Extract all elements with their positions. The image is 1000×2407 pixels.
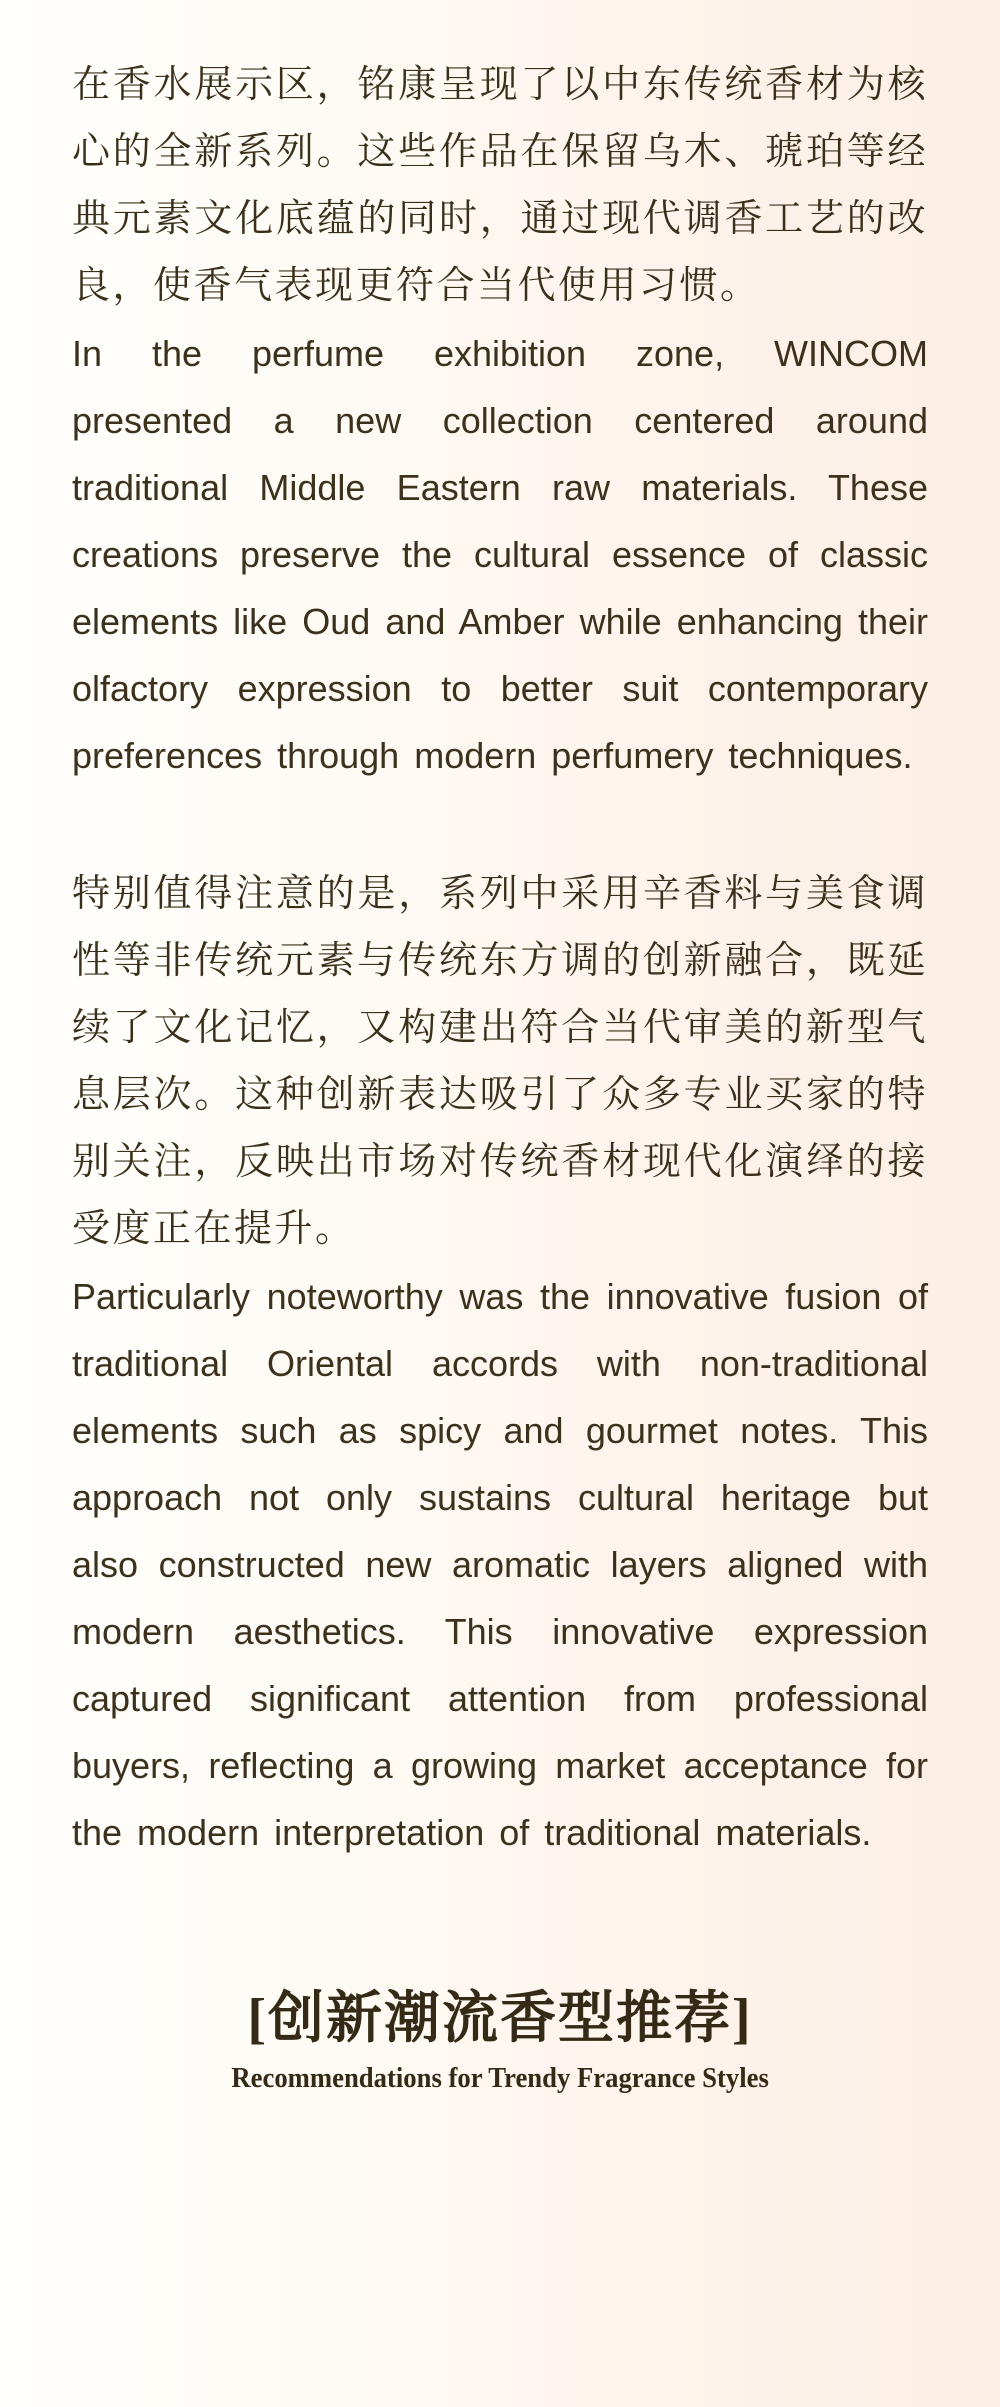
paragraph-block-2 <box>72 861 928 1866</box>
paragraph-2-chinese: 特别值得注意的是，系列中采用辛香料与美食调性等非传统元素与传统东方调的创新融合，既延续了文化记忆，又构建出符合当代审美的新型气息层次。这种创新表达吸引了众多专业买家的特别关注，反映出市场对传统香材现代化演绎的接受度正在提升。 <box>72 873 928 1250</box>
section-subtitle-english <box>72 2060 928 2096</box>
paragraph-2-english: Particularly noteworthy was the innovative fusion of traditional Oriental accords with non-traditional elements such as spicy and gourmet notes. This approach not only sustains cultural heritage but also constructed new aromatic layers aligned with modern aesthetics. This innovative expression captured significant attention from professional buyers, reflecting a growing market acceptance for the modern interpretation of traditional materials. <box>72 1276 928 1853</box>
section-subtitle-text: Recommendations for Trendy Fragrance Styles <box>231 2062 769 2094</box>
paragraph-1-chinese: 在香水展示区，铭康呈现了以中东传统香材为核心的全新系列。这些作品在保留乌木、琥珀等经典元素文化底蕴的同时，通过现代调香工艺的改良，使香气表现更符合当代使用习惯。 <box>72 64 928 307</box>
paragraph-1-english: In the perfume exhibition zone, WINCOM presented a new collection centered around traditional Middle Eastern raw materials. These creations preserve the cultural essence of classic elements like Oud and Amber while enhancing their olfactory expression to better suit contemporary preferences through modern perfumery techniques. <box>72 333 928 776</box>
section-heading <box>72 1984 928 2096</box>
paragraph-block-1 <box>72 52 928 789</box>
section-title-chinese: [创新潮流香型推荐] <box>247 1988 753 2050</box>
